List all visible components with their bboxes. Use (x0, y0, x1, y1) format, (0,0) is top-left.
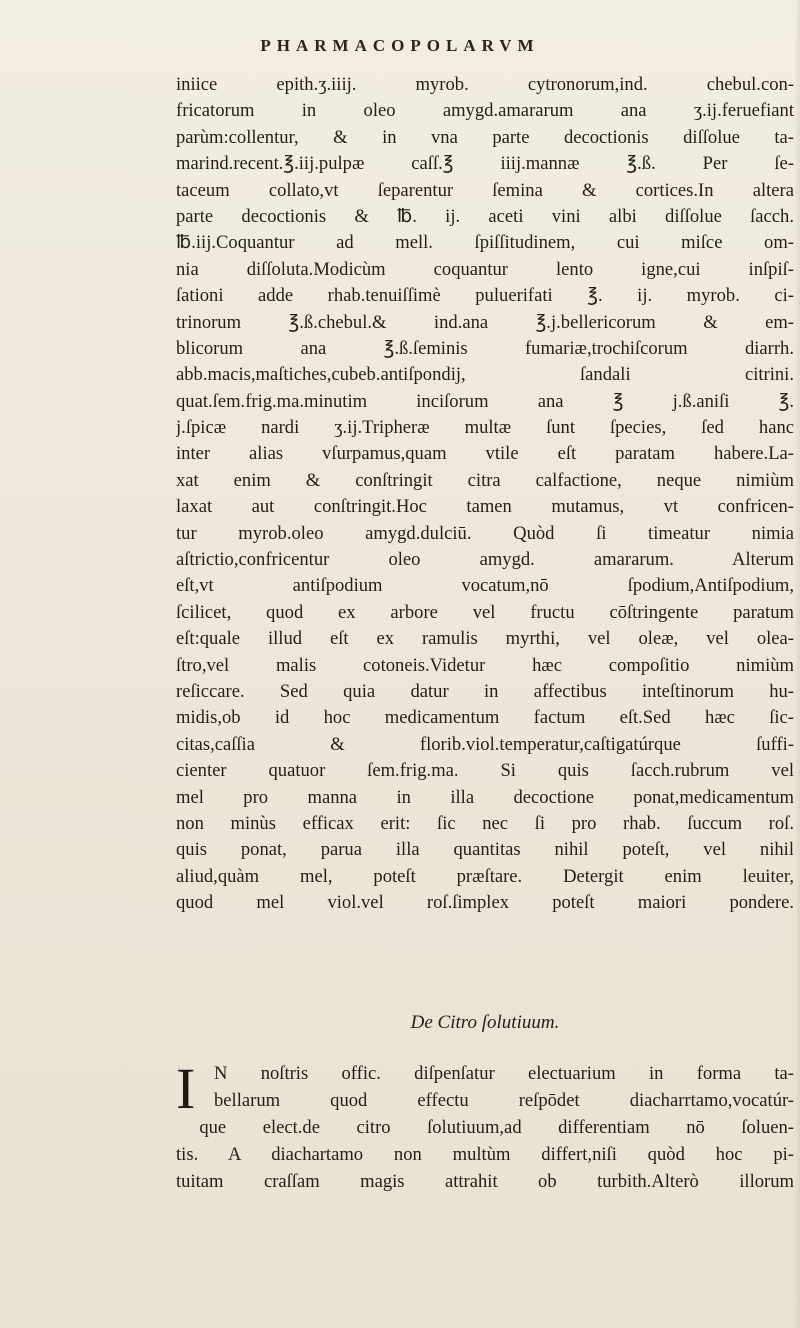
text-line: blicorum ana ℥.ß.ſeminis fumariæ,trochiſcorum diarrh. (176, 337, 794, 359)
section-text-line: que elect.de citro ſolutiuum,ad differentiam nō ſoluen- (199, 1117, 794, 1138)
text-line: cienter quatuor ſem.frig.ma. Si quis ſacch.rubrum vel (176, 760, 794, 782)
text-line: taceum collato,vt ſeparentur ſemina & cortices.In altera (176, 179, 794, 201)
section-text-line: bellarum quod effectu reſpōdet diacharrtamo,vocatúr- (214, 1090, 794, 1111)
text-line: ſationi adde rhab.tenuiſſimè puluerifati ℥. ij. myrob. ci- (176, 285, 794, 307)
text-line: aliud,quàm mel, poteſt præſtare. Detergit enim leuiter, (176, 865, 794, 887)
text-line: laxat aut conſtringit.Hoc tamen mutamus, vt confricen- (176, 496, 794, 518)
text-line: citas,caſſia & florib.viol.temperatur,caſtigatúrque ſuffi- (176, 733, 794, 755)
text-line: quis ponat, parua illa quantitas nihil poteſt, vel nihil (176, 839, 794, 861)
section-text-line: tuitam craſſam magis attrahit ob turbith.Alterò illorum (176, 1171, 794, 1192)
text-line: trinorum ℥.ß.chebul.& ind.ana ℥.j.bellericorum & em- (176, 311, 794, 333)
text-line: eſt:quale illud eſt ex ramulis myrthi, vel oleæ, vel olea- (176, 628, 794, 650)
text-line: eſt,vt antiſpodium vocatum,nō ſpodium,Antiſpodium, (176, 575, 794, 597)
text-line: quat.ſem.frig.ma.minutim inciſorum ana ℥ j.ß.aniſi ℥. (176, 390, 794, 412)
text-line: reſiccare. Sed quia datur in affectibus inteſtinorum hu- (176, 680, 794, 702)
section-text-line: tis. A diachartamo non multùm differt,niſi quòd hoc pi- (176, 1144, 794, 1165)
text-line: ℔.iij.Coquantur ad mell. ſpiſſitudinem, cui miſce om- (176, 232, 794, 254)
section-title: De Citro ſolutiuum. (410, 1012, 560, 1033)
section-text (176, 1056, 794, 1195)
section-text-line: N noſtris offic. diſpenſatur electuarium in forma ta- (214, 1063, 794, 1084)
text-line: non minùs efficax erit: ſic nec ſi pro rhab. ſuccum roſ. (176, 812, 794, 834)
text-line: fricatorum in oleo amygd.amararum ana ʒ.ij.feruefiant (176, 100, 794, 122)
text-line: parte decoctionis & ℔. ij. aceti vini albi diſſolue ſacch. (176, 205, 794, 227)
text-line: inter alias vſurpamus,quam vtile eſt paratam habere.La- (176, 443, 794, 465)
text-line: tur myrob.oleo amygd.dulciū. Quòd ſi timeatur nimia (176, 522, 794, 544)
text-line: j.ſpicæ nardi ʒ.ij.Tripheræ multæ ſunt ſpecies, ſed hanc (176, 417, 794, 439)
text-line: aſtrictio,confricentur oleo amygd. amararum. Alterum (176, 549, 794, 571)
text-line: parùm:collentur, & in vna parte decoctionis diſſolue ta- (176, 126, 794, 148)
text-line: marind.recent.℥.iij.pulpæ caſſ.℥ iiij.mannæ ℥.ß. Per ſe- (176, 153, 794, 175)
text-line: ſtro,vel malis cotoneis.Videtur hæc compoſitio nimiùm (176, 654, 794, 676)
page-edge-shadow (794, 0, 800, 1328)
running-header: PHARMACOPOLARVM (260, 36, 540, 55)
body-text (176, 72, 794, 917)
text-line: nia diſſoluta.Modicùm coquantur lento igne,cui inſpiſ- (176, 258, 794, 280)
text-line: ſcilicet, quod ex arbore vel fructu cōſtringente paratum (176, 601, 794, 623)
text-line: iniice epith.ʒ.iiij. myrob. cytronorum,ind. chebul.con- (176, 74, 794, 95)
text-line: mel pro manna in illa decoctione ponat,medicamentum (176, 786, 794, 808)
text-line: quod mel viol.vel roſ.ſimplex poteſt maiori pondere. (176, 892, 794, 914)
text-line: xat enim & conſtringit citra calfactione, neque nimiùm (176, 469, 794, 491)
text-line: midis,ob id hoc medicamentum factum eſt.Sed hæc ſic- (176, 707, 794, 729)
text-line: abb.macis,maſtiches,cubeb.antiſpondij, ſandali citrini. (176, 364, 794, 386)
drop-capital: I (176, 1056, 196, 1121)
